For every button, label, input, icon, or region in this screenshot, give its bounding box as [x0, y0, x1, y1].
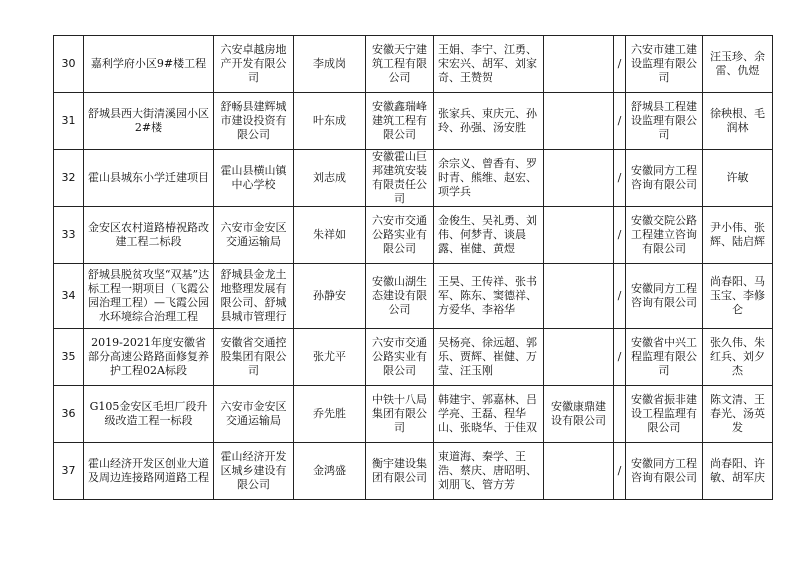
supervision-unit: 安徽交院公路工程建立咨询有限公司 [626, 207, 703, 264]
supervision-staff: 汪玉珍、余雷、仇煜 [703, 36, 773, 93]
supervision-unit: 舒城县工程建设监理有限公司 [626, 93, 703, 150]
builder-unit: 六安卓越房地产开发有限公司 [214, 36, 294, 93]
project-manager: 孙静安 [294, 264, 366, 329]
table-row [54, 207, 773, 264]
contractor-unit: 安徽天宁建筑工程有限公司 [366, 36, 434, 93]
project-manager: 李成岗 [294, 36, 366, 93]
table-row [54, 386, 773, 443]
project-name: 金安区农村道路椿祝路改建工程二标段 [84, 207, 214, 264]
supervision-unit: 安徽同方工程咨询有限公司 [626, 150, 703, 207]
row-number: 31 [54, 93, 84, 150]
supervision-unit: 安徽省中兴工程监理有限公司 [626, 329, 703, 386]
builder-unit: 舒城县金龙土地整理发展有限公司、舒城县城市管理行 [214, 264, 294, 329]
project-table [53, 35, 773, 500]
empty-marker: / [614, 150, 626, 207]
subcontractor-unit [544, 93, 614, 150]
project-name: 霍山经济开发区创业大道及周边连接路网道路工程 [84, 443, 214, 500]
supervision-staff: 陈文清、王春光、汤英发 [703, 386, 773, 443]
builder-unit: 霍山县横山镇中心学校 [214, 150, 294, 207]
key-staff: 王昊、王传祥、张书军、陈东、窦德祥、方爱华、李裕华 [434, 264, 544, 329]
table-row [54, 36, 773, 93]
project-name: G105金安区毛坦厂段升级改造工程一标段 [84, 386, 214, 443]
key-staff: 韩建宇、郭嘉林、吕学亮、王磊、程华山、张晓华、于佳双 [434, 386, 544, 443]
contractor-unit: 六安市交通公路实业有限公司 [366, 329, 434, 386]
project-manager: 乔先胜 [294, 386, 366, 443]
empty-marker: / [614, 264, 626, 329]
subcontractor-unit [544, 36, 614, 93]
supervision-unit: 安徽同方工程咨询有限公司 [626, 443, 703, 500]
subcontractor-unit [544, 443, 614, 500]
contractor-unit: 安徽鑫瑞峰建筑工程有限公司 [366, 93, 434, 150]
table-row [54, 264, 773, 329]
table-row [54, 329, 773, 386]
empty-marker: / [614, 36, 626, 93]
supervision-unit: 六安市建工建设监理有限公司 [626, 36, 703, 93]
project-name: 舒城县脱贫攻坚“双基”达标工程一期项目（飞霞公园治理工程）—飞霞公园水环境综合治理工程 [84, 264, 214, 329]
builder-unit: 舒畅县建辉城市建设投资有限公司 [214, 93, 294, 150]
key-staff: 束道海、秦学、王浩、蔡庆、唐昭明、刘朋飞、管方芳 [434, 443, 544, 500]
supervision-unit: 安徽同方工程咨询有限公司 [626, 264, 703, 329]
subcontractor-unit [544, 329, 614, 386]
empty-marker [614, 386, 626, 443]
subcontractor-unit [544, 207, 614, 264]
supervision-staff: 张久伟、朱红兵、刘夕杰 [703, 329, 773, 386]
project-name: 2019-2021年度安徽省部分高速公路路面修复养护工程02A标段 [84, 329, 214, 386]
builder-unit: 六安市金安区交通运输局 [214, 207, 294, 264]
supervision-staff: 徐秧根、毛润林 [703, 93, 773, 150]
subcontractor-unit [544, 150, 614, 207]
contractor-unit: 六安市交通公路实业有限公司 [366, 207, 434, 264]
supervision-staff: 尹小伟、张辉、陆启辉 [703, 207, 773, 264]
row-number: 33 [54, 207, 84, 264]
key-staff: 余宗义、曾香有、罗时青、熊维、赵宏、项学兵 [434, 150, 544, 207]
empty-marker: / [614, 93, 626, 150]
subcontractor-unit [544, 264, 614, 329]
supervision-staff: 尚春阳、马玉宝、李修仑 [703, 264, 773, 329]
builder-unit: 六安市金安区交通运输局 [214, 386, 294, 443]
contractor-unit: 安徽山湖生态建设有限公司 [366, 264, 434, 329]
row-number: 36 [54, 386, 84, 443]
key-staff: 金俊生、吴礼勇、刘伟、何梦青、谈晨露、崔健、黄煜 [434, 207, 544, 264]
project-name: 嘉利学府小区9#楼工程 [84, 36, 214, 93]
contractor-unit: 衡宇建设集团有限公司 [366, 443, 434, 500]
table-row [54, 150, 773, 207]
project-manager: 金鸿盛 [294, 443, 366, 500]
row-number: 32 [54, 150, 84, 207]
key-staff: 吴杨亮、徐远超、郭乐、贾辉、崔健、万莹、汪玉刚 [434, 329, 544, 386]
builder-unit: 安徽省交通控股集团有限公司 [214, 329, 294, 386]
key-staff: 王娟、李宁、江勇、宋宏兴、胡军、刘家奇、王赞贺 [434, 36, 544, 93]
row-number: 34 [54, 264, 84, 329]
project-manager: 刘志成 [294, 150, 366, 207]
contractor-unit: 中铁十八局集团有限公司 [366, 386, 434, 443]
key-staff: 张家兵、束庆元、孙玲、孙强、汤安胜 [434, 93, 544, 150]
contractor-unit: 安徽霍山巨邦建筑安装有限责任公司 [366, 150, 434, 207]
empty-marker: / [614, 443, 626, 500]
subcontractor-unit: 安徽康鼎建设有限公司 [544, 386, 614, 443]
table-row [54, 93, 773, 150]
supervision-staff: 许敏 [703, 150, 773, 207]
project-manager: 叶东成 [294, 93, 366, 150]
project-name: 舒城县西大街清溪园小区2#楼 [84, 93, 214, 150]
project-manager: 朱祥如 [294, 207, 366, 264]
supervision-unit: 安徽省振非建设工程监理有限公司 [626, 386, 703, 443]
row-number: 30 [54, 36, 84, 93]
project-name: 霍山县城东小学迁建项目 [84, 150, 214, 207]
builder-unit: 霍山经济开发区城乡建设有限公司 [214, 443, 294, 500]
row-number: 35 [54, 329, 84, 386]
project-manager: 张尤平 [294, 329, 366, 386]
empty-marker: / [614, 207, 626, 264]
row-number: 37 [54, 443, 84, 500]
empty-marker: / [614, 329, 626, 386]
supervision-staff: 尚春阳、许敏、胡军庆 [703, 443, 773, 500]
table-row [54, 443, 773, 500]
